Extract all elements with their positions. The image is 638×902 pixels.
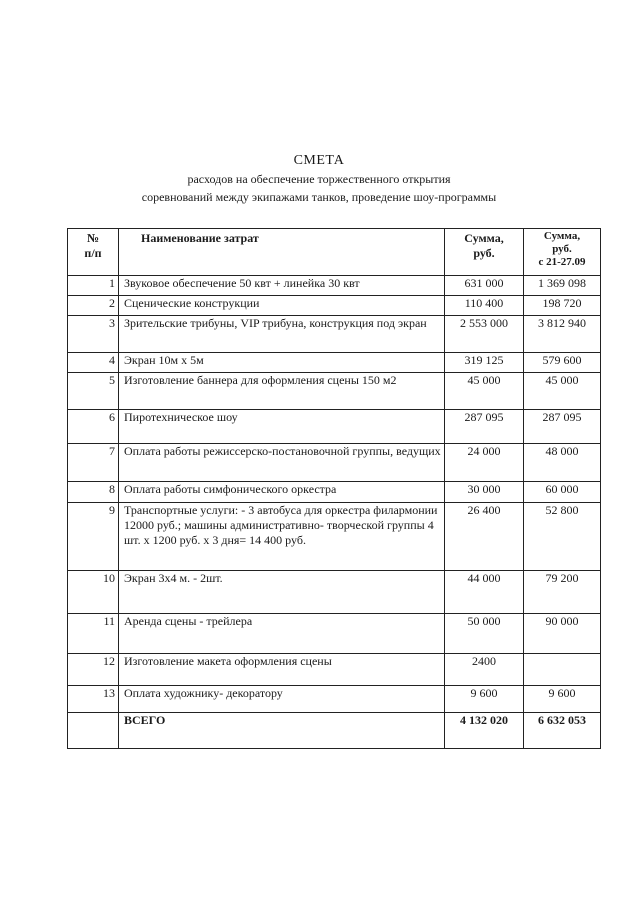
row-number: 4 [68,353,119,373]
row-sum2: 3 812 940 [524,316,601,353]
row-number: 5 [68,373,119,410]
table-row [68,571,601,614]
row-sum2: 45 000 [524,373,601,410]
total-label: ВСЕГО [119,713,445,749]
row-number: 12 [68,654,119,686]
row-sum2: 48 000 [524,444,601,482]
row-number: 13 [68,686,119,713]
row-sum2: 1 369 098 [524,276,601,296]
row-sum2: 90 000 [524,614,601,654]
row-sum1: 44 000 [445,571,524,614]
header-number-line1: № [86,231,100,245]
row-sum1: 26 400 [445,503,524,571]
header-sum2 [524,229,601,276]
total-sum2: 6 632 053 [524,713,601,749]
header-sum2-line1: Сумма, [543,230,581,242]
row-sum1: 319 125 [445,353,524,373]
row-number: 11 [68,614,119,654]
row-number: 10 [68,571,119,614]
row-sum2: 287 095 [524,410,601,444]
row-sum2: 60 000 [524,482,601,503]
total-number [68,713,119,749]
row-sum1: 45 000 [445,373,524,410]
table-row [68,444,601,482]
row-sum1: 2 553 000 [445,316,524,353]
row-name: Экран 10м х 5м [119,353,445,373]
row-name: Изготовление баннера для оформления сцены 150 м2 [119,373,445,410]
header-sum1-line1: Сумма, [464,231,504,245]
table-row [68,482,601,503]
row-sum2: 52 800 [524,503,601,571]
row-number: 6 [68,410,119,444]
row-number: 1 [68,276,119,296]
table-row [68,276,601,296]
header-number [68,229,119,276]
table-row [68,296,601,316]
row-name: Зрительские трибуны, VIP трибуна, конструкция под экран [119,316,445,353]
header-sum1-line2: руб. [473,246,495,260]
row-sum2 [524,654,601,686]
row-sum2: 79 200 [524,571,601,614]
row-name: Аренда сцены - трейлера [119,614,445,654]
row-name: Оплата работы режиссерско-постановочной группы, ведущих [119,444,445,482]
document-subtitle-line2: соревнований между экипажами танков, проведение шоу-программы [141,190,497,204]
document-subtitle-line1: расходов на обеспечение торжественного открытия [187,172,451,186]
row-sum1: 24 000 [445,444,524,482]
row-name: Изготовление макета оформления сцены [119,654,445,686]
row-name: Звуковое обеспечение 50 квт + линейка 30 квт [119,276,445,296]
row-sum1: 2400 [445,654,524,686]
row-number: 3 [68,316,119,353]
row-number: 2 [68,296,119,316]
header-number-line2: п/п [84,246,102,260]
header-name: Наименование затрат [119,229,445,276]
row-name: Пиротехническое шоу [119,410,445,444]
row-name: Экран 3х4 м. - 2шт. [119,571,445,614]
row-name: Сценические конструкции [119,296,445,316]
table-row [68,316,601,353]
row-sum1: 631 000 [445,276,524,296]
row-sum1: 9 600 [445,686,524,713]
table-row [68,654,601,686]
row-sum2: 198 720 [524,296,601,316]
document-title: СМЕТА [293,153,345,168]
row-sum2: 579 600 [524,353,601,373]
total-sum1: 4 132 020 [445,713,524,749]
header-sum2-line2: руб. [552,243,572,255]
row-number: 8 [68,482,119,503]
row-number: 7 [68,444,119,482]
table-row [68,686,601,713]
row-sum1: 287 095 [445,410,524,444]
row-number: 9 [68,503,119,571]
header-sum2-line3: с 21-27.09 [538,256,586,268]
row-name: Оплата работы симфонического оркестра [119,482,445,503]
row-sum2: 9 600 [524,686,601,713]
total-row [68,713,601,749]
table-row [68,353,601,373]
row-sum1: 50 000 [445,614,524,654]
table-row [68,410,601,444]
estimate-table [67,228,601,749]
row-name: Оплата художнику- декоратору [119,686,445,713]
table-row [68,373,601,410]
header-row [68,229,601,276]
row-name: Транспортные услуги: - 3 автобуса для оркестра филармонии 12000 руб.; машины административно- творческой группы 4 шт. х 1200 руб. х 3 дня= 14 400 руб. [119,503,445,571]
table-row [68,614,601,654]
row-sum1: 30 000 [445,482,524,503]
row-sum1: 110 400 [445,296,524,316]
table-row [68,503,601,571]
header-sum1 [445,229,524,276]
